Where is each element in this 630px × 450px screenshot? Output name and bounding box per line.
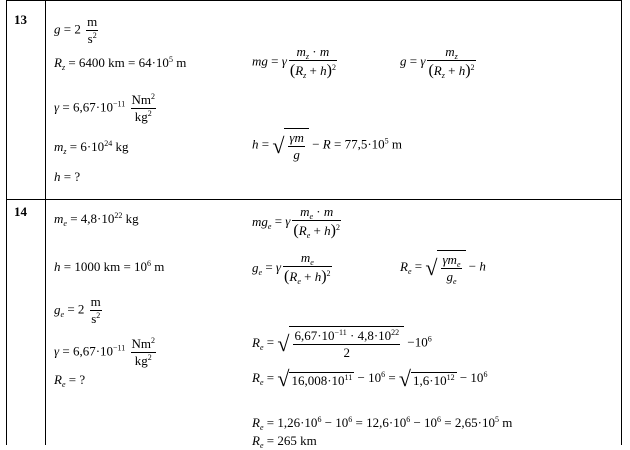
row-divider (6, 199, 622, 200)
given-g: $g_e = 2$ $\frac{m}{s^2}$ (54, 294, 101, 327)
unknown-radius: $R_e$ = ? (54, 372, 86, 389)
equation-g: $g_e = \gamma$ $\frac{m_e}{(R_e + h)^2}$ (252, 250, 331, 287)
table-top-border (6, 0, 622, 1)
calc-step-1: $R_e$ = √ $\frac{6,67\cdot 10^{-11} \cdot 4,8\cdot 10^{22}}{2}$ $-10^6$ (252, 328, 432, 361)
table-right-border (621, 0, 622, 445)
equation-force: $mg_e = \gamma$ $\frac{m_e \cdot m}{(R_e + h)^2}$ (252, 204, 340, 241)
solution-h: h = √ $\frac{\gamma m}{g}$ − $R = 77,5\cdot 10^5$ m (252, 130, 403, 163)
given-mass: $m_e = 4,8\cdot 10^{22}$ kg (54, 211, 139, 228)
given-mass: $m_z = 6\cdot 10^{24}$ kg (54, 139, 129, 156)
calc-step-4: $R_e = 265$ km (252, 433, 317, 450)
given-gamma: $\gamma = 6,67\cdot 10^{-11}$ $\frac{Nm^2}{kg^2}$ (54, 92, 156, 125)
unknown-h: h = ? (54, 169, 81, 184)
column-divider (45, 0, 46, 445)
given-g: g = 2 $\frac{m}{s^2}$ (54, 14, 98, 47)
table-left-border (6, 0, 7, 445)
problem-number: 13 (14, 12, 27, 27)
calc-step-2: $R_e$ = √ $16,008\cdot 10^{11} - 10^6$ = √ $1,6\cdot 10^{12} - 10^6$ (252, 366, 488, 391)
equation-force: mg = γ $\frac{m_z \cdot m}{(R_z + h)^2}$ (252, 44, 336, 81)
equation-radius: $R_e$ = √ $\frac{\gamma m_e}{g_e}$ − h (400, 252, 486, 287)
given-gamma: $\gamma = 6,67\cdot 10^{-11}$ $\frac{Nm^2}{kg^2}$ (54, 336, 156, 369)
equation-g: g = γ $\frac{m_z}{(R_z + h)^2}$ (400, 44, 475, 81)
calc-step-3: $R_e = 1,26\cdot 10^6 - 10^6 = 12,6\cdot 10^6 - 10^6 = 2,65\cdot 10^5$ m (252, 415, 513, 432)
problem-number: 14 (14, 204, 27, 219)
given-radius: $R_z = 6400$ km = $64\cdot 10^5$ m (54, 55, 187, 72)
given-height: h = 1000 km = $10^6$ m (54, 259, 165, 274)
